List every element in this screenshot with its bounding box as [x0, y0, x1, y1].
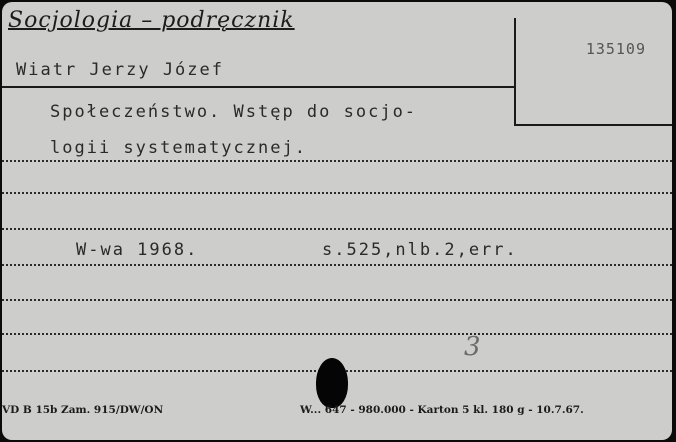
ruled-line	[2, 264, 672, 266]
catalog-card	[2, 2, 672, 440]
punch-hole	[316, 358, 348, 408]
title-line-2: logii systematycznej.	[50, 138, 307, 158]
header-divider	[2, 86, 514, 88]
author-name: Wiatr Jerzy Józef	[16, 60, 224, 80]
footer-printer-info: W... 647 - 980.000 - Karton 5 kl. 180 g - 10.7.67.	[300, 404, 584, 416]
pencil-mark: 3	[464, 332, 481, 362]
imprint-pagination: s.525,nlb.2,err.	[322, 240, 518, 260]
ruled-line	[2, 299, 672, 301]
ruled-line	[2, 192, 672, 194]
accession-box-bottom	[514, 124, 672, 126]
title-line-1: Społeczeństwo. Wstęp do socjo-	[50, 102, 418, 122]
footer-print-code: VD B 15b Zam. 915/DW/ON	[2, 404, 164, 416]
imprint-place-year: W-wa 1968.	[76, 240, 199, 260]
ruled-line	[2, 333, 672, 335]
accession-box-vertical	[514, 18, 516, 126]
ruled-line	[2, 228, 672, 230]
ruled-line	[2, 160, 672, 162]
accession-number: 135109	[585, 40, 646, 58]
subject-heading: Socjologia – podręcznik	[8, 8, 295, 33]
